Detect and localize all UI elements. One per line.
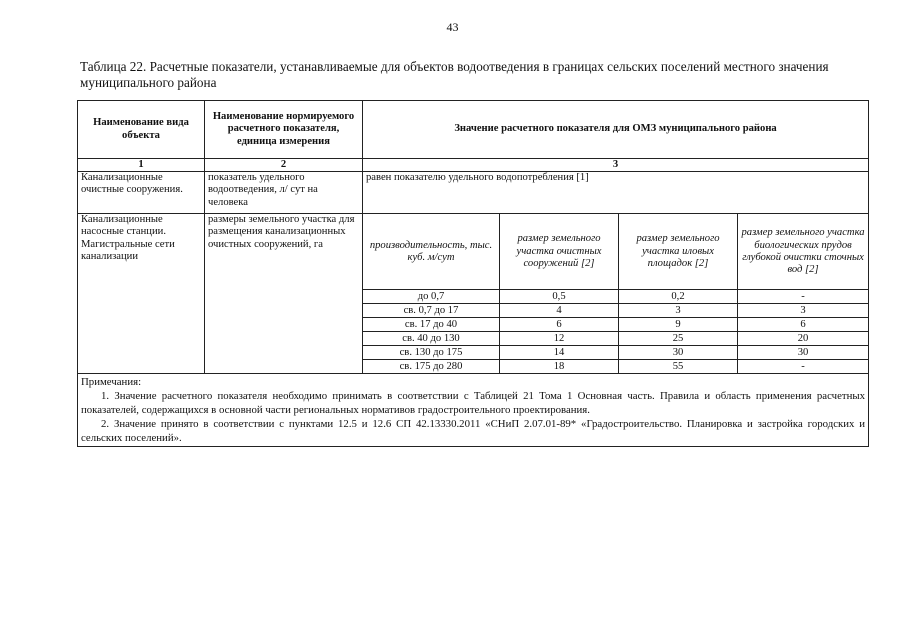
capacity-cell: до 0,7: [363, 290, 500, 304]
column-number: 3: [363, 159, 869, 172]
value-cell: 3: [738, 304, 869, 318]
value-cell: 3: [619, 304, 738, 318]
header-object-type: Наименование вида объекта: [78, 101, 205, 159]
value-cell: 6: [738, 318, 869, 332]
value-cell: 25: [619, 332, 738, 346]
table-caption: Таблица 22. Расчетные показатели, устанавливаемые для объектов водоотведения в границах сельских поселений местного значения муниципального района: [80, 59, 829, 90]
object-treatment-facilities: Канализационные очистные сооружения.: [78, 172, 205, 214]
header-indicator-value: Значение расчетного показателя для ОМЗ муниципального района: [363, 101, 869, 159]
header-indicator-name: Наименование нормируемого расчетного показателя, единица измерения: [205, 101, 363, 159]
capacity-cell: св. 130 до 175: [363, 346, 500, 360]
value-wastewater-disposal: равен показателю удельного водопотребления [1]: [363, 172, 869, 214]
value-cell: 0,2: [619, 290, 738, 304]
value-cell: 14: [500, 346, 619, 360]
subheader-treatment-plot: размер земельного участка очистных сооружений [2]: [500, 214, 619, 290]
note-item: 2. Значение принято в соответствии с пунктами 12.5 и 12.6 СП 42.13330.2011 «СНиП 2.07.01-89* «Градостроительство. Планировка и застройка городских и сельских поселений».: [81, 418, 866, 445]
subheader-bio-ponds-plot: размер земельного участка биологических прудов глубокой очистки сточных вод [2]: [738, 214, 869, 290]
capacity-cell: св. 17 до 40: [363, 318, 500, 332]
capacity-cell: св. 175 до 280: [363, 360, 500, 374]
indicators-table: [77, 100, 869, 447]
note-item: 1. Значение расчетного показателя необходимо принимать в соответствии с Таблицей 21 Тома 1 Основная часть. Правила и область применения расчетных показателей, содержащихся в основной части региональных нормативов градостроительного проектирования.: [81, 390, 866, 417]
notes-title: Примечания:: [81, 376, 142, 389]
column-number: 1: [78, 159, 205, 172]
column-number: 2: [205, 159, 363, 172]
subheader-capacity: производительность, тыс. куб. м/сут: [363, 214, 500, 290]
capacity-cell: св. 0,7 до 17: [363, 304, 500, 318]
subheader-sludge-plot: размер земельного участка иловых площадок [2]: [619, 214, 738, 290]
value-cell: -: [738, 290, 869, 304]
value-cell: 20: [738, 332, 869, 346]
page-number: 43: [446, 20, 459, 34]
value-cell: 55: [619, 360, 738, 374]
value-cell: 0,5: [500, 290, 619, 304]
capacity-cell: св. 40 до 130: [363, 332, 500, 346]
object-pump-stations: Канализационные насосные станции. Магистральные сети канализации: [78, 214, 205, 374]
indicator-wastewater-disposal: показатель удельного водоотведения, л/ сут на человека: [205, 172, 363, 214]
value-cell: 30: [619, 346, 738, 360]
value-cell: -: [738, 360, 869, 374]
notes-section: [78, 374, 869, 447]
value-cell: 30: [738, 346, 869, 360]
value-cell: 4: [500, 304, 619, 318]
indicator-land-plot-size: размеры земельного участка для размещения канализационных очистных сооружений, га: [205, 214, 363, 374]
value-cell: 18: [500, 360, 619, 374]
value-cell: 9: [619, 318, 738, 332]
value-cell: 6: [500, 318, 619, 332]
value-cell: 12: [500, 332, 619, 346]
